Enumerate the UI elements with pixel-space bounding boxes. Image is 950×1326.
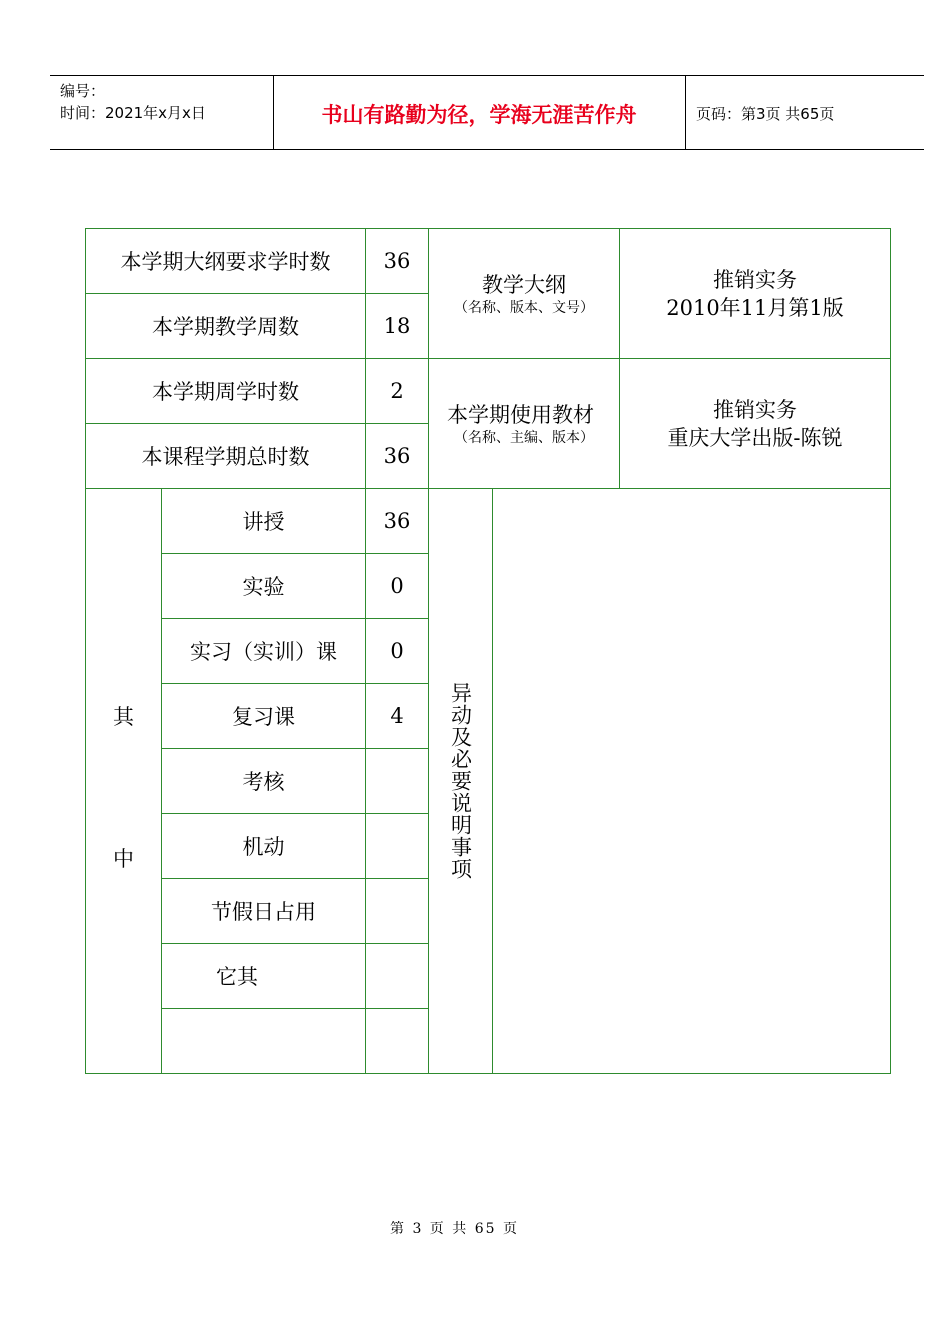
table-row (86, 359, 891, 424)
textbook-value: 推销实务 (713, 397, 797, 422)
sub-row-label: 复习课 (162, 684, 366, 749)
syllabus-value: 推销实务 (713, 267, 797, 292)
sub-row-label: 机动 (162, 814, 366, 879)
sub-row-value (366, 814, 429, 879)
syllabus-note: （名称、版本、文号） (454, 299, 594, 316)
sub-row-label: 节假日占用 (162, 879, 366, 944)
document-time-label: 时间：2021年x月x日 (60, 104, 206, 122)
row-value: 18 (366, 294, 429, 359)
document-number-label: 编号： (60, 82, 106, 100)
textbook-note: （名称、主编、版本） (454, 429, 594, 446)
textbook-label-cell (429, 359, 620, 489)
sub-row-label: 它其 (162, 944, 366, 1009)
header-meta (60, 80, 206, 124)
row-value: 36 (366, 424, 429, 489)
page-footer: 第 3 页 共 65 页 (390, 1221, 519, 1237)
notes-content-cell (493, 489, 891, 1074)
sub-row-label: 讲授 (162, 489, 366, 554)
notes-label-cell (429, 489, 493, 1074)
row-label: 本课程学期总时数 (86, 424, 366, 489)
sub-row-value (366, 749, 429, 814)
syllabus-value-cell (620, 229, 891, 359)
group-label-cell (86, 489, 162, 1074)
syllabus-label: 教学大纲 (482, 272, 566, 297)
sub-row-value: 0 (366, 554, 429, 619)
notes-label: 异动及必要说明事项 (448, 682, 473, 880)
row-value: 2 (366, 359, 429, 424)
syllabus-label-cell (429, 229, 620, 359)
row-value: 36 (366, 229, 429, 294)
textbook-label: 本学期使用教材 (447, 402, 594, 427)
sub-row-value: 4 (366, 684, 429, 749)
sub-row-label: 实习（实训）课 (162, 619, 366, 684)
sub-row-value (366, 1009, 429, 1074)
sub-row-value: 36 (366, 489, 429, 554)
syllabus-edition: 2010年11月第1版 (666, 295, 844, 320)
sub-row-value: 0 (366, 619, 429, 684)
table-row (86, 229, 891, 294)
header-page-info: 页码：第3页 共65页 (696, 105, 835, 123)
sub-row-value (366, 879, 429, 944)
textbook-publisher: 重庆大学出版-陈锐 (667, 425, 843, 450)
row-label: 本学期周学时数 (86, 359, 366, 424)
sub-row-label (162, 1009, 366, 1074)
row-label: 本学期教学周数 (86, 294, 366, 359)
sub-row-value (366, 944, 429, 1009)
sub-row-label: 考核 (162, 749, 366, 814)
sub-row-label: 实验 (162, 554, 366, 619)
group-label: 其 (113, 705, 134, 729)
header-motto: 书山有路勤为径，学海无涯苦作舟 (321, 102, 637, 127)
row-label: 本学期大纲要求学时数 (86, 229, 366, 294)
page-header (50, 75, 924, 150)
group-label: 中 (113, 847, 134, 871)
header-divider (685, 76, 686, 149)
table-row (86, 489, 891, 554)
course-hours-table (85, 228, 891, 1074)
textbook-value-cell (620, 359, 891, 489)
